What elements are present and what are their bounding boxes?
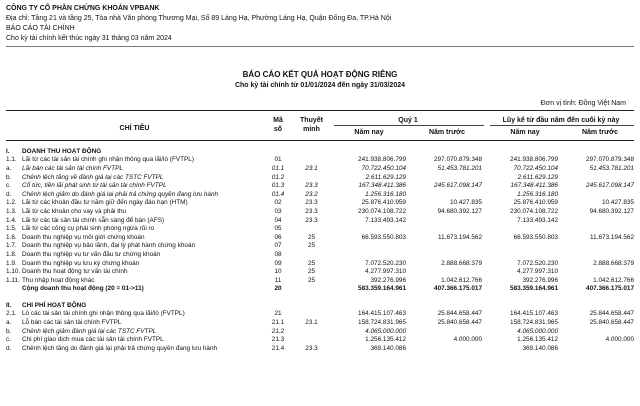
q1-last-year	[406, 147, 482, 156]
q1-this-year: 66.593.550.803	[361, 233, 406, 241]
ytd-this-year: 70.722.450.104	[513, 164, 558, 172]
q1-last-year: 11.673.194.562	[438, 233, 482, 241]
ytd-this-year: 164.415.107.463	[510, 310, 558, 318]
row-indicator: Chênh lệch giảm do đánh giá lại phải trả chứng quyền đang lưu hành	[22, 190, 219, 198]
q1-last-year	[406, 173, 482, 182]
row-number: I.	[6, 147, 10, 155]
row-note	[293, 285, 330, 294]
q1-last-year: 51.453.781.201	[437, 164, 482, 172]
q1-this-year: 392.276.996	[370, 276, 406, 284]
currency-unit: Đơn vị tính: Đồng Việt Nam	[540, 100, 626, 107]
q1-this-year: 167.348.411.386	[358, 182, 406, 190]
row-code: 04	[274, 216, 282, 224]
company-address: Địa chỉ: Tầng 21 và tầng 25, Tòa nhà Văn phòng Thương Mại, Số 89 Láng Hạ, Phường Láng Hạ, Quận Đống Đa, TP.Hà Nội	[6, 15, 392, 22]
ytd-last-year: 25.840.658.447	[589, 319, 634, 327]
row-note	[293, 250, 330, 259]
q1-this-year: 70.722.450.104	[361, 164, 406, 172]
row-number: a.	[6, 164, 12, 172]
ytd-this-year: 25.876.410.959	[513, 199, 558, 207]
table-row	[6, 344, 634, 353]
row-indicator: Doanh thu nghiệp vụ môi giới chứng khoán	[22, 233, 145, 241]
row-code: 01	[274, 156, 282, 164]
ytd-this-year: 7.133.493.142	[517, 216, 558, 224]
row-indicator: Doanh thu nghiệp vụ lưu ký chứng khoán	[22, 259, 140, 267]
row-note: 23.3	[305, 344, 318, 352]
row-note: 23.3	[305, 216, 318, 224]
row-indicator: Doanh thu nghiệp vụ bảo lãnh, đại lý phát hành chứng khoán	[22, 242, 196, 250]
ytd-this-year: 158.724.831.965	[510, 319, 558, 327]
q1-this-year: 4.065.000.000	[365, 327, 406, 335]
ytd-last-year: 10.427.835	[602, 199, 634, 207]
table-row	[6, 335, 634, 344]
q1-last-year	[406, 190, 482, 199]
row-code: 21	[274, 310, 282, 318]
total-row	[6, 285, 634, 294]
row-code: 01.3	[271, 182, 285, 190]
q1-last-year: 407.366.175.017	[434, 285, 482, 293]
row-indicator: Lãi từ các tài sản tài chính sẵn sàng để bán (AFS)	[22, 216, 165, 224]
row-code: 11	[274, 276, 282, 284]
row-note: 23.1	[305, 319, 318, 327]
ytd-this-year	[482, 301, 558, 310]
row-indicator: Doanh thu hoạt động tư vấn tài chính	[22, 268, 128, 276]
ytd-last-year: 94.680.392.127	[589, 207, 634, 215]
table-row	[6, 216, 634, 225]
q1-this-year: 369.140.086	[370, 344, 406, 352]
ytd-last-year: 297.070.879.348	[586, 156, 634, 164]
row-code: 03	[274, 207, 282, 215]
q1-this-year: 7.072.520.230	[365, 259, 406, 267]
row-number: c.	[6, 336, 11, 344]
row-note: 23.2	[305, 190, 318, 198]
ytd-last-year	[558, 267, 634, 276]
row-code: 09	[274, 259, 282, 267]
q1-last-year: 297.070.879.348	[434, 156, 482, 164]
ytd-this-year	[482, 293, 558, 301]
q1-this-year: 164.415.107.463	[358, 310, 406, 318]
ytd-this-year: 7.072.520.230	[517, 259, 558, 267]
q1-this-year: 583.359.164.961	[358, 285, 406, 293]
row-indicator: Lỗ bán các tài sản tài chính FVTPL	[22, 319, 122, 327]
q1-this-year	[330, 242, 406, 251]
income-statement-table	[6, 147, 634, 353]
period-note: Cho kỳ tài chính kết thúc ngày 31 tháng 03 năm 2024	[6, 35, 172, 42]
row-indicator: Lãi bán các tài sản tài chính FVTPL	[22, 164, 123, 172]
row-code: 21.4	[271, 344, 285, 352]
q1-last-year	[406, 301, 482, 310]
ytd-this-year: 1.256.135.412	[517, 336, 558, 344]
row-code: 08	[274, 250, 282, 258]
q1-this-year: 230.074.108.722	[358, 207, 406, 215]
row-note: 23.3	[305, 207, 318, 215]
row-indicator: Cổ tức, tiền lãi phát sinh từ tài sản tài chính FVTPL	[22, 182, 167, 190]
q1-this-year	[330, 224, 406, 233]
row-note	[293, 147, 330, 156]
row-code: 01.4	[271, 190, 285, 198]
table-row	[6, 259, 634, 268]
section-row	[6, 147, 634, 156]
header-bottom-rule	[6, 140, 634, 141]
row-indicator: Chi phí giao dịch mua các tài sản tài chính FVTPL	[22, 336, 164, 344]
row-note: 23.3	[305, 199, 318, 207]
q1-last-year: 10.427.835	[450, 199, 482, 207]
ytd-this-year: 369.140.086	[522, 344, 558, 352]
ytd-last-year: 11.673.194.562	[590, 233, 634, 241]
table-row	[6, 327, 634, 336]
table-row	[6, 190, 634, 199]
row-indicator: Doanh thu nghiệp vụ tư vấn đầu tư chứng khoán	[22, 250, 161, 258]
report-subtitle: Cho kỳ tài chính từ 01/01/2024 đến ngày 31/03/2024	[234, 82, 406, 89]
row-number: c.	[6, 182, 11, 190]
q1-last-year	[406, 327, 482, 336]
ytd-last-year	[558, 224, 634, 233]
row-number: 1.11.	[6, 276, 20, 284]
table-row	[6, 250, 634, 259]
table-row	[6, 293, 634, 301]
row-number: b.	[6, 327, 12, 335]
ytd-this-year: 2.611.629.129	[517, 173, 558, 181]
col-ytd: Lũy kế từ đầu năm đến cuối kỳ này	[502, 117, 620, 124]
row-code: 07	[274, 242, 282, 250]
table-row	[6, 156, 634, 165]
ytd-this-year: 583.359.164.961	[510, 285, 558, 293]
q1-this-year	[330, 147, 406, 156]
q1-this-year: 1.256.316.180	[365, 190, 406, 198]
col-note-line2: minh	[303, 126, 320, 133]
row-number: 1.8.	[6, 250, 17, 258]
row-indicator: Chênh lệch giảm đánh giá lại các TSTC FVTPL	[22, 327, 157, 335]
ytd-this-year	[482, 250, 558, 259]
row-note: 23.3	[305, 182, 318, 190]
row-code: 21.2	[271, 327, 285, 335]
ytd-last-year: 4.000.000	[605, 336, 634, 344]
row-note: 25	[307, 276, 316, 284]
row-number: 1.2.	[6, 199, 17, 207]
q1-last-year: 245.617.098.147	[434, 182, 482, 190]
row-number: a.	[6, 319, 12, 327]
q1-this-year: 158.724.831.965	[358, 319, 406, 327]
q1-last-year: 2.888.668.379	[441, 259, 482, 267]
row-note	[293, 310, 330, 319]
q1-this-year	[330, 293, 406, 301]
table-row	[6, 318, 634, 327]
row-code	[263, 147, 293, 156]
table-row	[6, 173, 634, 182]
ytd-this-year: 167.348.411.386	[510, 182, 558, 190]
ytd-last-year	[558, 344, 634, 353]
row-indicator: Thu nhập hoạt động khác	[22, 276, 95, 284]
row-note: 25	[307, 242, 316, 250]
row-note: 25	[307, 268, 316, 276]
q1-last-year	[406, 250, 482, 259]
row-code: 10	[274, 268, 282, 276]
row-indicator	[22, 293, 263, 301]
col-q-last-year: Năm trước	[428, 129, 466, 136]
company-name: CÔNG TY CỔ PHẦN CHỨNG KHOÁN VPBANK	[6, 5, 160, 12]
row-number: 1.7.	[6, 242, 17, 250]
col-code-line1: Mã	[273, 117, 283, 124]
row-indicator: Lãi từ các khoản cho vay và phải thu	[22, 207, 127, 215]
row-note	[293, 327, 330, 336]
ytd-last-year	[558, 216, 634, 225]
row-note	[293, 173, 330, 182]
row-note: 25	[307, 259, 316, 267]
ytd-last-year	[558, 327, 634, 336]
q1-last-year	[406, 216, 482, 225]
ytd-this-year: 392.276.996	[522, 276, 558, 284]
row-code	[263, 293, 293, 301]
row-number: d.	[6, 190, 12, 198]
row-code	[263, 301, 293, 310]
row-code: 21.1	[271, 319, 285, 327]
row-code: 06	[274, 233, 282, 241]
ytd-this-year: 241.938.806.799	[510, 156, 558, 164]
row-indicator: Chênh lệch tăng do đánh giá lại phải trả chứng quyền đang lưu hành	[22, 344, 218, 352]
q1-this-year: 2.611.629.129	[365, 173, 406, 181]
ytd-last-year	[558, 173, 634, 182]
table-row	[6, 276, 634, 285]
ytd-last-year: 25.844.658.447	[589, 310, 634, 318]
ytd-this-year: 230.074.108.722	[510, 207, 558, 215]
row-number: d.	[6, 344, 12, 352]
ytd-underline	[490, 125, 634, 126]
q1-last-year: 25.840.658.447	[437, 319, 482, 327]
row-number	[6, 285, 22, 294]
row-number: 1.6.	[6, 233, 17, 241]
row-code: 05	[274, 225, 282, 233]
ytd-this-year: 66.593.550.803	[513, 233, 558, 241]
row-indicator: Chênh lệch tăng về đánh giá lại các TSTC FVTPL	[22, 173, 164, 181]
report-title: BÁO CÁO KẾT QUẢ HOẠT ĐỘNG RIÊNG	[242, 70, 398, 79]
row-number: 1.10.	[6, 268, 21, 276]
table-row	[6, 199, 634, 208]
ytd-last-year	[558, 293, 634, 301]
col-note-line1: Thuyết	[300, 117, 323, 124]
row-number: 1.1.	[6, 156, 17, 164]
row-code: 20	[274, 285, 282, 293]
row-indicator: Lãi từ các tài sản tài chính ghi nhận thông qua lãi/lỗ (FVTPL)	[22, 156, 194, 164]
table-row	[6, 267, 634, 276]
col-y-last-year: Năm trước	[581, 129, 619, 136]
q1-last-year	[406, 242, 482, 251]
ytd-last-year: 245.617.098.147	[586, 182, 634, 190]
row-number: 1.5.	[6, 225, 17, 233]
ytd-this-year: 4.065.000.000	[517, 327, 558, 335]
quarter-underline	[334, 125, 484, 126]
table-row	[6, 233, 634, 242]
row-indicator: Lỗ các tài sản tài chính ghi nhận thông qua lãi/lỗ (FVTPL)	[22, 310, 185, 318]
row-code: 21.3	[271, 336, 285, 344]
ytd-last-year: 1.042.612.766	[593, 276, 634, 284]
row-indicator: Lãi từ các khoản đầu tư nắm giữ đến ngày đáo hạn (HTM)	[22, 199, 188, 207]
row-number: II.	[6, 301, 12, 309]
ytd-last-year	[558, 250, 634, 259]
row-number: b.	[6, 173, 12, 181]
q1-last-year: 4.000.000	[453, 336, 482, 344]
ytd-last-year: 2.888.668.379	[593, 259, 634, 267]
ytd-last-year: 407.366.175.017	[586, 285, 634, 293]
q1-this-year: 1.256.135.412	[365, 336, 406, 344]
ytd-this-year: 1.256.316.180	[517, 190, 558, 198]
q1-last-year: 25.844.658.447	[437, 310, 482, 318]
col-quarter: Quý 1	[398, 117, 418, 124]
table-row	[6, 207, 634, 216]
ytd-last-year	[558, 190, 634, 199]
ytd-last-year: 51.453.781.201	[589, 164, 634, 172]
row-note: 25	[307, 233, 316, 241]
row-note	[293, 301, 330, 310]
row-note	[293, 335, 330, 344]
q1-this-year	[330, 250, 406, 259]
q1-last-year	[406, 267, 482, 276]
q1-this-year: 241.938.806.799	[358, 156, 406, 164]
row-code: 02	[274, 199, 282, 207]
q1-last-year: 1.042.612.766	[441, 276, 482, 284]
ytd-last-year	[558, 301, 634, 310]
row-indicator: DOANH THU HOẠT ĐỘNG	[22, 147, 102, 155]
row-indicator: CHI PHÍ HOẠT ĐỘNG	[22, 301, 87, 309]
report-type: BÁO CÁO TÀI CHÍNH	[6, 25, 75, 32]
header-divider	[6, 46, 634, 47]
ytd-this-year	[482, 242, 558, 251]
col-code-line2: số	[273, 126, 283, 133]
row-note	[293, 293, 330, 301]
q1-this-year: 4.277.997.310	[365, 268, 406, 276]
table-row	[6, 310, 634, 319]
section-row	[6, 301, 634, 310]
q1-last-year: 94.680.392.127	[437, 207, 482, 215]
ytd-last-year	[558, 242, 634, 251]
q1-this-year: 7.133.493.142	[365, 216, 406, 224]
ytd-this-year	[482, 224, 558, 233]
row-number: 1.9.	[6, 259, 17, 267]
q1-this-year	[330, 301, 406, 310]
row-indicator: Lãi từ các công cụ phái sinh phòng ngừa rủi ro	[22, 225, 155, 233]
row-note	[293, 156, 330, 165]
table-row	[6, 181, 634, 190]
row-number	[6, 293, 22, 301]
ytd-this-year	[482, 147, 558, 156]
col-y-this-year: Năm nay	[510, 129, 540, 136]
table-top-rule	[6, 110, 634, 111]
row-code: 01.1	[271, 164, 285, 172]
q1-last-year	[406, 224, 482, 233]
q1-last-year	[406, 293, 482, 301]
table-row	[6, 224, 634, 233]
row-number: 1.4.	[6, 216, 17, 224]
table-row	[6, 164, 634, 173]
row-indicator: Cộng doanh thu hoạt động (20 = 01->11)	[22, 285, 144, 293]
table-row	[6, 242, 634, 251]
col-indicator: CHỈ TIÊU	[119, 125, 150, 132]
ytd-this-year: 4.277.997.310	[517, 268, 558, 276]
row-number: 2.1.	[6, 310, 17, 318]
q1-last-year	[406, 344, 482, 353]
row-number: 1.3.	[6, 207, 17, 215]
col-q-this-year: Năm nay	[354, 129, 384, 136]
q1-this-year: 25.876.410.959	[361, 199, 406, 207]
row-code: 01.2	[271, 173, 285, 181]
row-note	[293, 224, 330, 233]
row-note: 23.1	[305, 164, 318, 172]
ytd-last-year	[558, 147, 634, 156]
